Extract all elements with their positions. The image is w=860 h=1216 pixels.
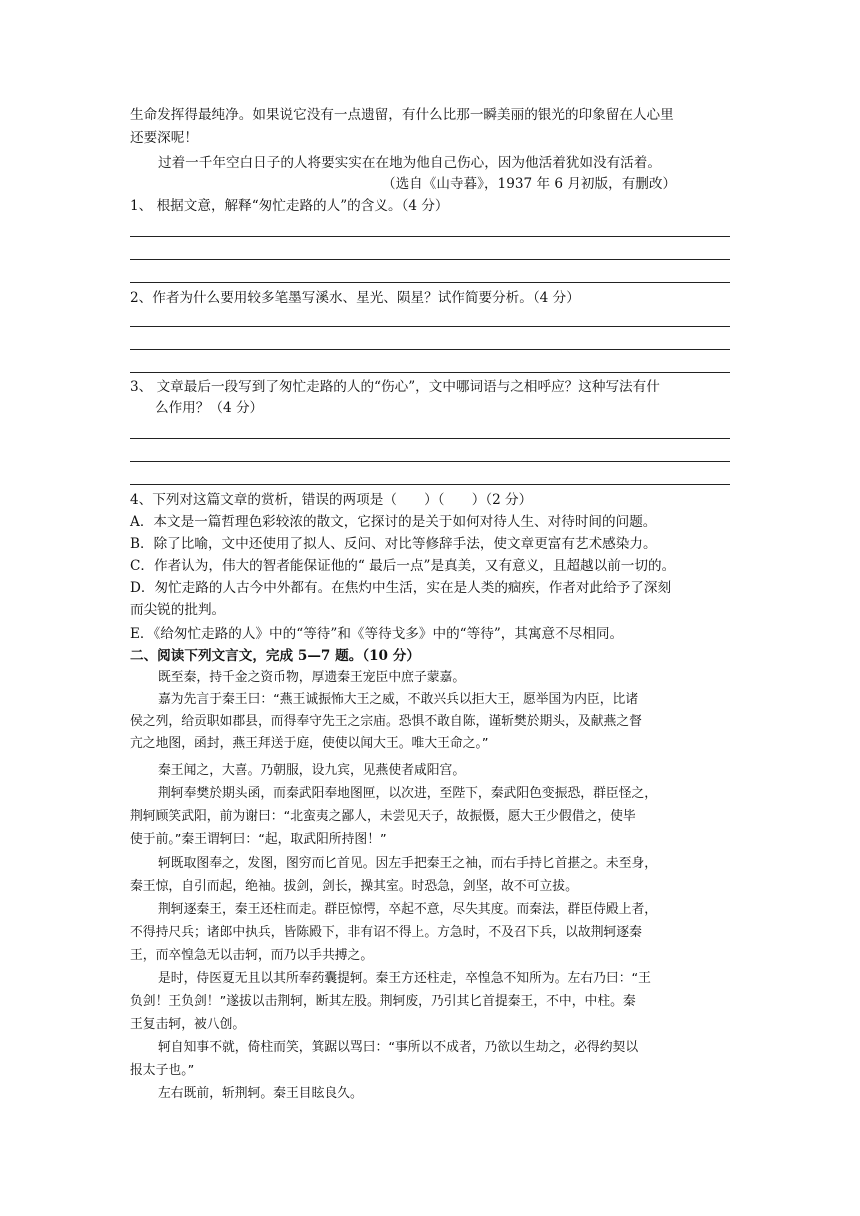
classical-text-line: 荆轲顾笑武阳，前为谢曰：“北蛮夷之鄙人，未尝见天子，故振慑，愿大王少假借之，使毕 bbox=[130, 809, 636, 824]
classical-text-line: 秦王惊，自引而起，绝袖。拔剑，剑长，操其室。时恐急，剑坚，故不可立拔。 bbox=[130, 879, 578, 894]
classical-text-line: 嘉为先言于秦王曰：“燕王诚振怖大王之威，不敢兴兵以拒大王，愿举国为内臣，比诸 bbox=[158, 692, 639, 707]
classical-text-line: 秦王闻之，大喜。乃朝服，设九宾，见燕使者咸阳宫。 bbox=[158, 763, 466, 778]
answer-line bbox=[130, 326, 730, 327]
classical-text-line: 既至秦，持千金之资币物，厚遗秦王宠臣中庶子蒙嘉。 bbox=[158, 670, 466, 685]
option-d-cont: 而尖锐的批判。 bbox=[130, 602, 226, 618]
classical-text-line: 轲既取图奉之，发图，图穷而匕首见。因左手把秦王之袖，而右手持匕首揕之。未至身， bbox=[158, 856, 658, 871]
question-3: 3、 文章最后一段写到了匆忙走路的人的“伤心”，文中哪词语与之相呼应？这种写法有什 bbox=[130, 379, 660, 395]
answer-line bbox=[130, 259, 730, 260]
option-d: D．匆忙走路的人古今中外都有。在焦灼中生活，实在是人类的痼疾，作者对此给予了深刻 bbox=[130, 580, 672, 596]
classical-text-line: 使于前。”秦王谓轲曰：“起，取武阳所持图！” bbox=[130, 832, 387, 847]
question-4: 4、下列对这篇文章的赏析，错误的两项是（ ）（ ）（2 分） bbox=[130, 492, 533, 508]
answer-line bbox=[130, 349, 730, 350]
classical-text-line: 负剑！王负剑！”遂拔以击荆轲，断其左股。荆轲废，乃引其匕首提秦王，不中，中柱。秦 bbox=[130, 994, 636, 1009]
question-3-cont: 么作用？（4 分） bbox=[155, 400, 264, 416]
answer-line bbox=[130, 461, 730, 462]
answer-line bbox=[130, 236, 730, 237]
classical-text-line: 王，而卒惶急无以击轲，而乃以手共搏之。 bbox=[130, 948, 374, 963]
option-b: B．除了比喻，文中还使用了拟人、反问、对比等修辞手法，使文章更富有艺术感染力。 bbox=[130, 536, 657, 552]
passage-source: （选自《山寺暮》，1937 年 6 月初版，有删改） bbox=[382, 176, 677, 192]
answer-line bbox=[130, 372, 730, 373]
classical-text-line: 轲自知事不就，倚柱而笑，箕踞以骂曰：“事所以不成者，乃欲以生劫之，必得约契以 bbox=[158, 1040, 639, 1055]
section-heading: 二、阅读下列文言文，完成 5—7 题。（10 分） bbox=[130, 648, 420, 664]
passage-line: 还要深呢！ bbox=[130, 130, 198, 146]
option-a: A．本文是一篇哲理色彩较浓的散文，它探讨的是关于如何对待人生、对待时间的问题。 bbox=[130, 514, 657, 530]
answer-line bbox=[130, 282, 730, 283]
answer-line bbox=[130, 438, 730, 439]
classical-text-line: 报太子也。” bbox=[130, 1063, 195, 1078]
answer-line bbox=[130, 484, 730, 485]
passage-line: 生命发挥得最纯净。如果说它没有一点遗留，有什么比那一瞬美丽的银光的印象留在人心里 bbox=[130, 107, 674, 123]
classical-text-line: 荆轲奉樊於期头函，而秦武阳奉地图匣，以次进，至陛下，秦武阳色变振恐，群臣怪之， bbox=[158, 786, 658, 801]
passage-line: 过着一千年空白日子的人将要实实在在地为他自己伤心，因为他活着犹如没有活着。 bbox=[158, 155, 661, 171]
classical-text-line: 左右既前，斩荆轲。秦王目眩良久。 bbox=[158, 1086, 363, 1101]
question-2: 2、作者为什么要用较多笔墨写溪水、星光、陨星？试作简要分析。（4 分） bbox=[130, 290, 580, 306]
classical-text-line: 是时，侍医夏无且以其所奉药囊提轲。秦王方还柱走，卒惶急不知所为。左右乃曰：“王 bbox=[158, 971, 651, 986]
classical-text-line: 王复击轲，被八创。 bbox=[130, 1017, 246, 1032]
classical-text-line: 亢之地图，函封，燕王拜送于庭，使使以闻大王。唯大王命之。” bbox=[130, 736, 489, 751]
classical-text-line: 不得持尺兵；诸郎中执兵，皆陈殿下，非有诏不得上。方急时，不及召下兵，以故荆轲逐秦 bbox=[130, 925, 642, 940]
option-c: C．作者认为，伟大的智者能保证他的“ 最后一点”是真美，又有意义，且超越以前一切的。 bbox=[130, 558, 676, 574]
classical-text-line: 侯之列，给贡职如郡县，而得奉守先王之宗庙。恐惧不敢自陈，谨斩樊於期头，及献燕之督 bbox=[130, 714, 642, 729]
classical-text-line: 荆轲逐秦王，秦王还柱而走。群臣惊愕，卒起不意，尽失其度。而秦法，群臣侍殿上者， bbox=[158, 902, 658, 917]
question-1: 1、 根据文意，解释“匆忙走路的人”的含义。（4 分） bbox=[130, 198, 449, 214]
option-e: E．《给匆忙走路的人》中的“等待”和《等待戈多》中的“等待”，其寓意不尽相同。 bbox=[130, 626, 624, 642]
